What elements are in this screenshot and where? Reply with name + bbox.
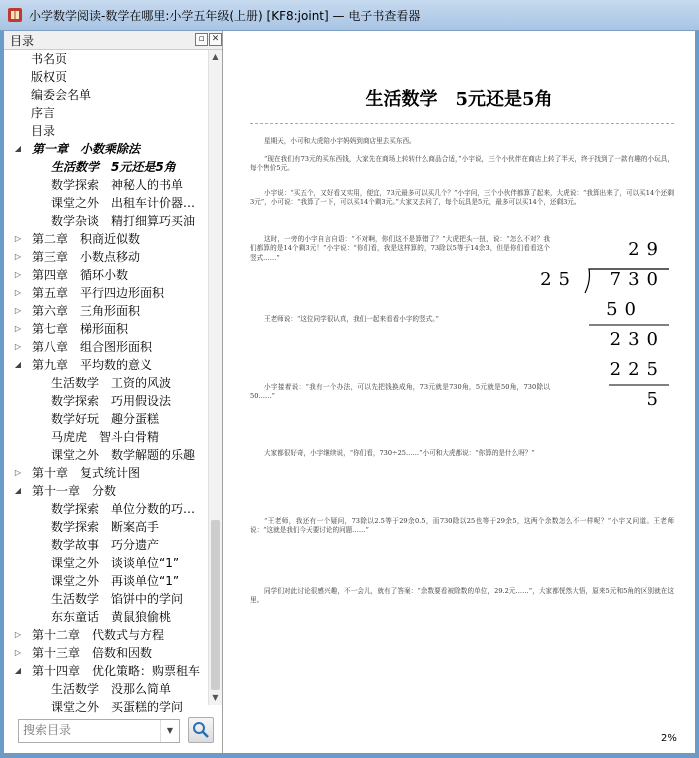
toc-item-label: 第八章 组合图形面积 [32, 340, 153, 354]
paragraph: 这时，一旁的小宇自言自语：“不对啊，你们这不是算错了？”大虎把头一扭，说：“怎么不对？我们都算的是14个剩3元！”小宇说：“你们看，我是这样算的，73除以5等于14余3，但是你们看看这个竖式……” [250, 235, 550, 262]
expanded-toggle-icon[interactable]: ◢ [14, 486, 22, 495]
toc-item[interactable] [4, 158, 207, 176]
collapsed-toggle-icon[interactable]: ▷ [14, 630, 22, 639]
title-bar [0, 0, 699, 31]
toc-item[interactable] [4, 212, 207, 230]
ld-lines [559, 237, 671, 417]
toc-item-label: 第十章 复式统计图 [32, 466, 141, 480]
toc-item-label: 数学探索 巧用假设法 [51, 394, 172, 408]
toc-item-label: 第六章 三角形面积 [32, 304, 141, 318]
scroll-up-icon[interactable]: ▲ [212, 52, 219, 61]
toc-item-label: 数学好玩 趣分蛋糕 [51, 412, 160, 426]
toc-item-label: 生活数学 没那么简单 [51, 682, 172, 696]
toc-item[interactable] [4, 698, 207, 716]
toc-item[interactable] [4, 302, 207, 320]
toc-title: 目录 [10, 34, 35, 48]
toc-item-label: 数学探索 断案高手 [51, 520, 160, 534]
toc-item-label: 第二章 积商近似数 [32, 232, 141, 246]
ld-final-remainder: 5 [646, 389, 665, 410]
paragraph: 星期天，小可和大虎陪小宇妈妈到商店里去买东西。 [264, 137, 416, 145]
toc-item[interactable] [4, 482, 207, 500]
search-icon [189, 718, 213, 742]
window-title: 小学数学阅读-数学在哪里:小学五年级(上册) [KF8:joint] — 电子书查看器 [29, 9, 421, 23]
toc-item-label: 第四章 循环小数 [32, 268, 129, 282]
ld-quotient: 29 [628, 239, 665, 260]
collapsed-toggle-icon[interactable]: ▷ [14, 252, 22, 261]
paragraph: 小宇接着说：“我有一个办法，可以先把钱换成角，73元就是730角，5元就是50角，730除以50……” [250, 383, 550, 401]
toc-sidebar [4, 31, 223, 753]
expanded-toggle-icon[interactable]: ◢ [14, 360, 22, 369]
toc-item[interactable] [4, 446, 207, 464]
collapsed-toggle-icon[interactable]: ▷ [14, 270, 22, 279]
scroll-thumb[interactable] [211, 520, 220, 690]
toc-item-label: 生活数学 馅饼中的学问 [51, 592, 184, 606]
collapsed-toggle-icon[interactable]: ▷ [14, 324, 22, 333]
collapsed-toggle-icon[interactable]: ▷ [14, 342, 22, 351]
ld-step1: 50 [606, 299, 643, 320]
toc-item-label: 版权页 [31, 70, 68, 84]
toc-item-label: 第十一章 分数 [32, 484, 117, 498]
toc-item-label: 书名页 [31, 52, 68, 66]
expanded-toggle-icon[interactable]: ◢ [14, 144, 22, 153]
toc-item[interactable] [4, 176, 207, 194]
toc-item[interactable] [4, 356, 207, 374]
toc-item[interactable] [4, 68, 207, 86]
toc-item[interactable] [4, 680, 207, 698]
toc-item-label: 第十二章 代数式与方程 [32, 628, 165, 642]
toc-item-label: 第九章 平均数的意义 [32, 358, 153, 372]
toc-item[interactable] [4, 50, 207, 68]
viewer-client-area [4, 31, 695, 753]
paragraph: 小宇说：“买五个，又好看又实用，便宜，73元最多可以买几个？”小宇问，三个小伙伴都算了起来，大虎说：“我算出来了，可以买14个还剩3元”，小可说：“我算了一下，可以买14个剩3元。”大家又去问了，每个玩具是5元，最多可以买14个，还剩3元。 [250, 189, 674, 207]
toc-item[interactable] [4, 266, 207, 284]
toc-item[interactable] [4, 536, 207, 554]
toc-item[interactable] [4, 626, 207, 644]
toc-item-label: 第一章 小数乘除法 [32, 142, 141, 156]
ebook-viewer-app-icon [7, 7, 23, 23]
toc-item[interactable] [4, 194, 207, 212]
collapsed-toggle-icon[interactable]: ▷ [14, 648, 22, 657]
paragraph: 同学们对此讨论很感兴趣，不一会儿，就有了答案：“余数要看被除数的单位，29.2元……”，大家都恍然大悟，原来5元和5角的区别就在这里。 [250, 587, 674, 605]
toc-item[interactable] [4, 590, 207, 608]
toc-header [4, 31, 222, 50]
toc-item-label: 数学杂谈 精打细算巧买油 [51, 214, 196, 228]
toc-search-input[interactable] [19, 720, 165, 740]
toc-item[interactable] [4, 500, 207, 518]
toc-item[interactable] [4, 428, 207, 446]
toc-item[interactable] [4, 374, 207, 392]
ld-dividend: 730 [609, 269, 665, 290]
toc-item[interactable] [4, 338, 207, 356]
chapter-heading: 生活数学 5元还是5角 [365, 89, 553, 110]
toc-item-label: 数学故事 巧分遗产 [51, 538, 160, 552]
collapsed-toggle-icon[interactable]: ▷ [14, 306, 22, 315]
toc-item-label: 数学探索 神秘人的书单 [51, 178, 184, 192]
scroll-down-icon[interactable]: ▼ [212, 693, 219, 702]
toc-tree [4, 50, 207, 714]
ld-step2: 225 [609, 359, 665, 380]
heading-divider [250, 123, 674, 124]
paragraph: “王老师，我还有一个疑问，73除以2.5等于29余0.5，而730除以25也等于29余5，这两个余数怎么不一样呢？”小宇又问道。王老师说：“这就是我们今天要讨论的问题……” [250, 517, 674, 535]
toc-item[interactable] [4, 140, 207, 158]
toc-item-label: 第十四章 优化策略：购票租车 [32, 664, 201, 678]
collapsed-toggle-icon[interactable]: ▷ [14, 468, 22, 477]
toc-item[interactable] [4, 392, 207, 410]
toc-item-label: 生活数学 5元还是5角 [51, 160, 176, 174]
toc-item-label: 马虎虎 智斗白骨精 [51, 430, 160, 444]
close-icon[interactable]: ✕ [209, 33, 222, 46]
toc-item-label: 课堂之外 出租车计价器… [51, 196, 196, 210]
undock-icon[interactable]: ▫ [195, 33, 208, 46]
toc-item-label: 数学探索 单位分数的巧… [51, 502, 196, 516]
toc-item[interactable] [4, 284, 207, 302]
paragraph: 大家都很好奇，小宇继续说，“你们看，730÷25……”小可和大虎都说：“你算的是什么呀？” [264, 449, 535, 457]
toc-item-label: 课堂之外 数学解题的乐趣 [51, 448, 196, 462]
toc-item-label: 东东童话 黄鼠狼偷桃 [51, 610, 172, 624]
book-page [223, 31, 695, 753]
toc-item-label: 生活数学 工资的风波 [51, 376, 172, 390]
toc-search-box[interactable] [18, 719, 180, 743]
toc-item-label: 第七章 梯形面积 [32, 322, 129, 336]
toc-item[interactable] [4, 320, 207, 338]
toc-item-label: 第三章 小数点移动 [32, 250, 141, 264]
toc-item-label: 课堂之外 谈谈单位“1” [51, 556, 180, 570]
ld-remainder1: 230 [609, 329, 665, 350]
toc-item-label: 课堂之外 再谈单位“1” [51, 574, 180, 588]
toc-item-label: 课堂之外 买蛋糕的学问 [51, 700, 184, 714]
toc-item-label: 第十三章 倍数和因数 [32, 646, 153, 660]
toc-item-label: 目录 [31, 124, 56, 138]
toc-item[interactable] [4, 572, 207, 590]
paragraph: “现在我们有73元的买东西钱，大家先在商场上转转什么商品合适，”小宇说，三个小伙伴在商店上转了半天，终于找到了一款有趣的小玩具，每个售价5元。 [250, 155, 674, 173]
toc-item[interactable] [4, 86, 207, 104]
toc-item-label: 编委会名单 [31, 88, 92, 102]
toc-item[interactable] [4, 248, 207, 266]
reading-progress: 2% [661, 733, 677, 744]
toc-item-label: 第五章 平行四边形面积 [32, 286, 165, 300]
toc-item[interactable] [4, 104, 207, 122]
toc-item[interactable] [4, 122, 207, 140]
toc-item[interactable] [4, 518, 207, 536]
long-division-figure [540, 237, 671, 417]
ld-divisor: 25 [540, 269, 577, 290]
toc-item[interactable] [4, 662, 207, 680]
chevron-down-icon[interactable]: ▼ [160, 720, 179, 742]
toc-item[interactable] [4, 230, 207, 248]
toc-scrollbar[interactable] [208, 50, 222, 705]
toc-item[interactable] [4, 554, 207, 572]
toc-item[interactable] [4, 608, 207, 626]
toc-item-label: 序言 [31, 106, 56, 120]
collapsed-toggle-icon[interactable]: ▷ [14, 234, 22, 243]
paragraph: 王老师说：“这位同学很认真，我们一起来看看小宇的竖式。” [264, 315, 439, 323]
collapsed-toggle-icon[interactable]: ▷ [14, 288, 22, 297]
expanded-toggle-icon[interactable]: ◢ [14, 666, 22, 675]
toc-item[interactable] [4, 410, 207, 428]
toc-item[interactable] [4, 464, 207, 482]
toc-item[interactable] [4, 644, 207, 662]
search-button[interactable] [188, 717, 214, 743]
